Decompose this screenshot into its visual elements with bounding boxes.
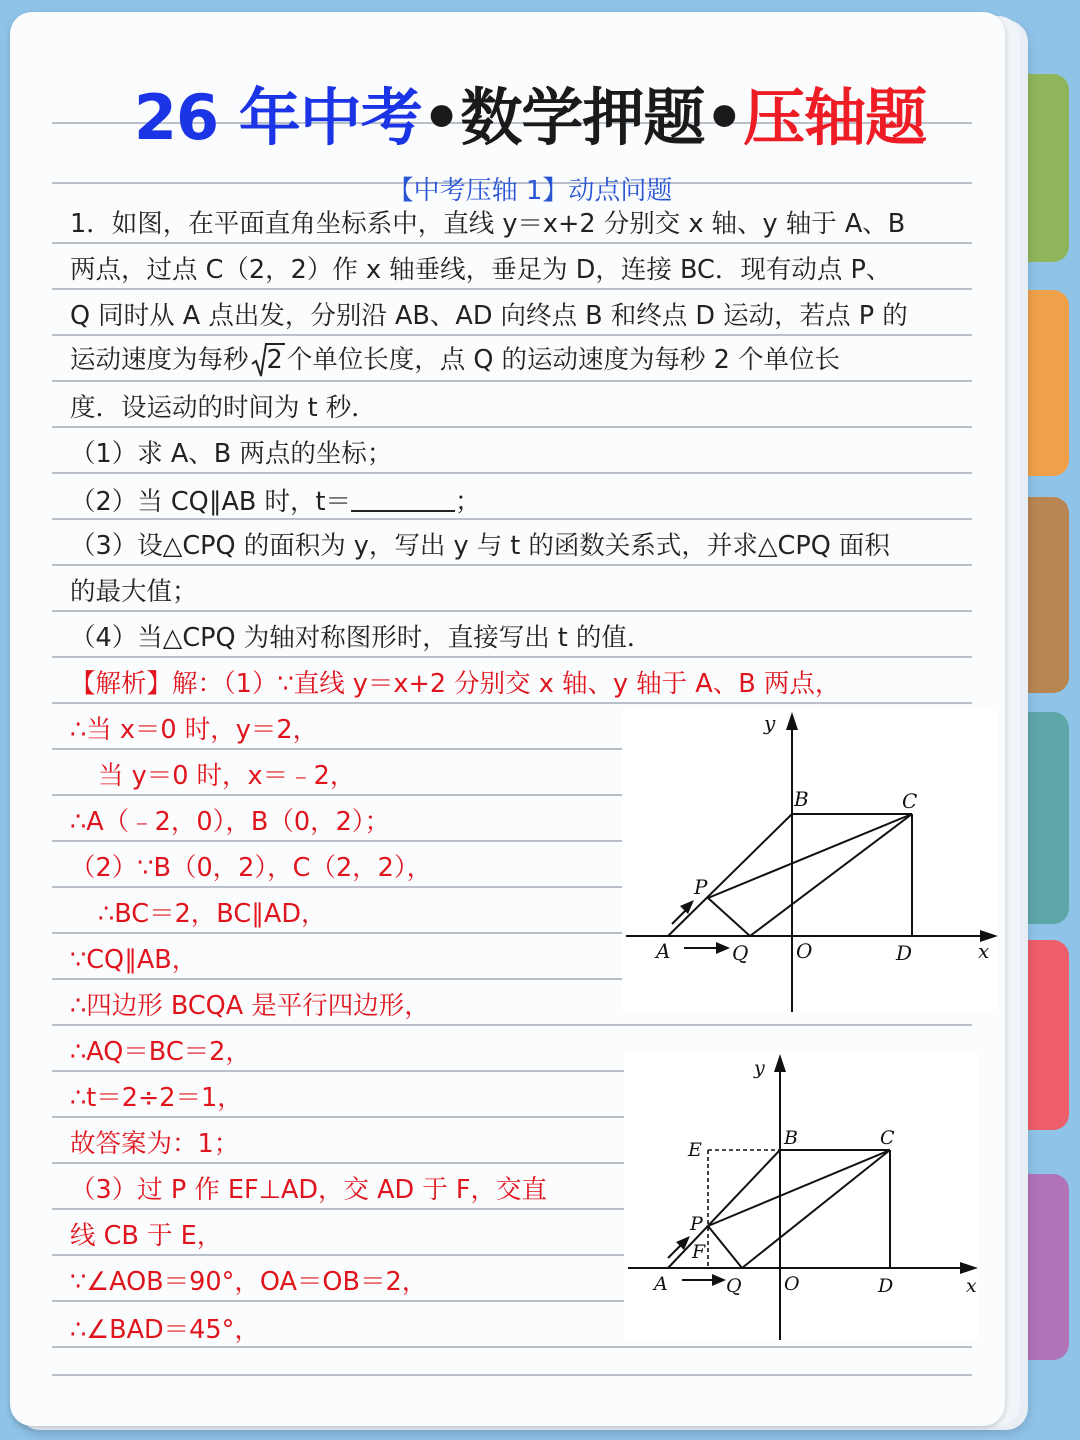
solution-line: ∵∠AOB＝90°，OA＝OB＝2， — [70, 1267, 428, 1297]
ruled-line — [52, 288, 972, 290]
solution-line: ∴∠BAD＝45°， — [70, 1315, 260, 1345]
label-A: A — [656, 939, 671, 963]
sqrt-expression — [251, 345, 285, 375]
solution-line: 当 y＝0 时，x＝﹣2， — [98, 761, 356, 791]
sqrt-radicand: 2 — [266, 345, 283, 375]
question-4: （4）当△CPQ 为轴对称图形时，直接写出 t 的值． — [70, 623, 653, 653]
y-arrowhead-icon — [774, 1054, 786, 1072]
title-dot: • — [704, 81, 744, 154]
question-2 — [70, 488, 481, 516]
ruled-line — [52, 334, 972, 336]
question-1: （1）求 A、B 两点的坐标； — [70, 439, 393, 469]
section-subtitle: 【中考压轴 1】动点问题 — [387, 176, 673, 206]
x-arrowhead-icon — [960, 1262, 978, 1274]
solution-line: ∴当 x＝0 时，y＝2， — [70, 715, 319, 745]
title-year: 26 年中考 — [133, 81, 422, 154]
coordinate-diagram-1 — [622, 710, 998, 1014]
solution-line: ∴BC＝2，BC∥AD， — [98, 899, 327, 929]
radical-sign-icon — [251, 342, 267, 378]
label-E: E — [688, 1139, 702, 1161]
label-y: y — [764, 711, 776, 735]
question-text: ； — [455, 487, 481, 517]
label-x: x — [978, 939, 990, 963]
figure-1 — [622, 710, 998, 1014]
label-F: F — [692, 1241, 706, 1263]
solution-line: （2）∵B（0，2），C（2，2）， — [70, 853, 433, 883]
problem-line: 度．设运动的时间为 t 秒． — [70, 393, 377, 423]
label-D: D — [878, 1275, 894, 1297]
label-B: B — [784, 1127, 798, 1149]
solution-line: 故答案为：1； — [70, 1129, 240, 1159]
segment-PC — [708, 814, 912, 898]
ruled-line — [52, 1346, 972, 1348]
ruled-line — [52, 1374, 972, 1376]
title-dot: • — [421, 81, 461, 154]
segment-PQ — [708, 1226, 742, 1268]
label-D: D — [896, 941, 913, 965]
solution-line: ∴A（﹣2，0），B（0，2）； — [70, 807, 391, 837]
solution-line: （3）过 P 作 EF⊥AD，交 AD 于 F，交直 — [70, 1175, 548, 1205]
label-C: C — [880, 1127, 895, 1149]
solution-line: ∴t＝2÷2＝1， — [70, 1083, 243, 1113]
solution-line: 线 CB 于 E， — [70, 1221, 223, 1251]
segment-PQ — [708, 898, 750, 936]
solution-line: 【解析】解：（1）∵直线 y＝x+2 分别交 x 轴、y 轴于 A、B 两点， — [70, 669, 841, 699]
arrowhead-icon — [716, 942, 730, 954]
label-P: P — [690, 1213, 703, 1235]
label-C: C — [902, 789, 918, 813]
ruled-line — [52, 472, 972, 474]
coordinate-diagram-2 — [624, 1052, 978, 1342]
ruled-line — [52, 564, 972, 566]
label-P: P — [694, 875, 708, 899]
page-title — [10, 68, 1005, 157]
ruled-line — [52, 518, 972, 520]
ruled-line — [52, 702, 972, 704]
title-topic: 压轴题 — [743, 81, 927, 154]
problem-line: 1．如图，在平面直角坐标系中，直线 y＝x+2 分别交 x 轴、y 轴于 A、B — [70, 209, 906, 239]
problem-line: Q 同时从 A 点出发，分别沿 AB、AD 向终点 B 和终点 D 运动，若点 P 的 — [70, 301, 908, 331]
notebook-page — [10, 12, 1005, 1426]
label-Q: Q — [732, 941, 749, 965]
label-O: O — [784, 1273, 800, 1295]
problem-text: 运动速度为每秒 — [70, 345, 249, 375]
ruled-line — [52, 380, 972, 382]
segment-PC — [708, 1150, 890, 1226]
ruled-line — [52, 242, 972, 244]
label-B: B — [794, 787, 809, 811]
label-Q: Q — [726, 1275, 742, 1297]
solution-line: ∴AQ＝BC＝2， — [70, 1037, 251, 1067]
solution-line: ∵CQ∥AB， — [70, 945, 198, 975]
y-arrowhead-icon — [786, 712, 798, 730]
figure-2 — [624, 1052, 978, 1342]
title-subject: 数学押题 — [460, 81, 705, 154]
ruled-line — [52, 426, 972, 428]
problem-text: 个单位长度，点 Q 的运动速度为每秒 2 个单位长 — [286, 345, 840, 375]
problem-line — [70, 345, 840, 375]
solution-line: ∴四边形 BCQA 是平行四边形， — [70, 991, 430, 1021]
ruled-line — [52, 1024, 972, 1026]
ruled-line — [52, 656, 972, 658]
label-A: A — [654, 1273, 668, 1295]
ruled-line — [52, 610, 972, 612]
label-x: x — [966, 1275, 977, 1297]
question-3-cont: 的最大值； — [70, 577, 198, 607]
answer-blank[interactable] — [351, 488, 455, 512]
question-text: （2）当 CQ∥AB 时，t＝ — [70, 487, 351, 517]
label-y: y — [754, 1057, 765, 1079]
question-3: （3）设△CPQ 的面积为 y，写出 y 与 t 的函数关系式，并求△CPQ 面积 — [70, 531, 890, 561]
arrowhead-icon — [712, 1274, 726, 1286]
label-O: O — [796, 939, 813, 963]
problem-line: 两点，过点 C（2，2）作 x 轴垂线，垂足为 D，连接 BC．现有动点 P、 — [70, 255, 892, 285]
